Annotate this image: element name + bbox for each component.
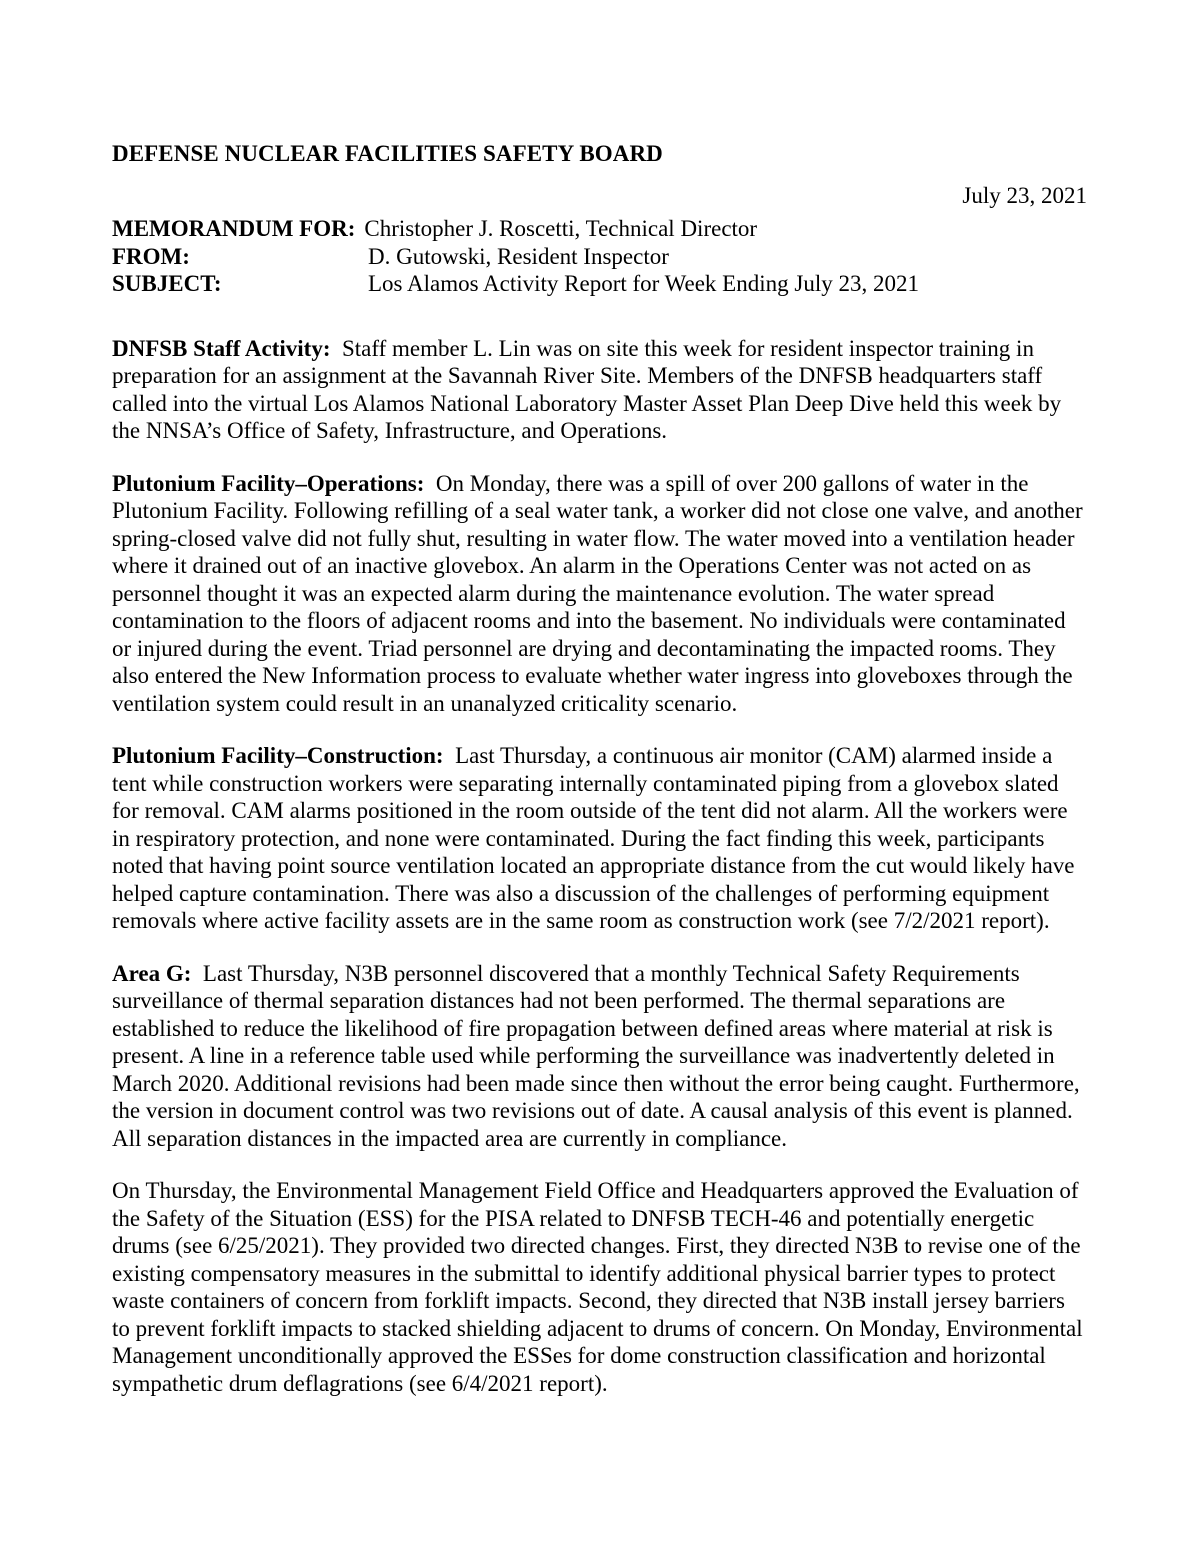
section-paragraph	[112, 1177, 1087, 1397]
memo-row-subject	[112, 270, 1087, 298]
heading-spacer	[191, 961, 203, 986]
heading-spacer	[424, 471, 436, 496]
document-content	[112, 140, 1087, 1397]
section-heading: DNFSB Staff Activity:	[112, 335, 331, 361]
section-paragraph	[112, 470, 1087, 718]
section-paragraph	[112, 960, 1087, 1153]
memo-row-memorandum-for	[112, 215, 1087, 243]
memo-row-from	[112, 243, 1087, 271]
section-body: On Monday, there was a spill of over 200 gallons of water in the Plutonium Facility. Following refilling of a seal water tank, a worker did not close one valve, and another spring-closed valve did not fully shut, resulting in water flow. The water moved into a ventilation header where it drained out of an inactive glovebox. An alarm in the Operations Center was not acted on as personnel thought it was an expected alarm during the maintenance evolution. The water spread contamination to the floors of adjacent rooms and into the basement. No individuals were contaminated or injured during the event. Triad personnel are drying and decontaminating the impacted rooms. They also entered the New Information process to evaluate whether water ingress into gloveboxes through the ventilation system could result in an unanalyzed criticality scenario.	[112, 470, 1083, 716]
section-body: Last Thursday, a continuous air monitor (CAM) alarmed inside a tent while construction workers were separating internally contaminated piping from a glovebox slated for removal. CAM alarms positioned in the room outside of the tent did not alarm. All the workers were in respiratory protection, and none were contaminated. During the fact finding this week, participants noted that having point source ventilation located an appropriate distance from the cut would likely have helped capture contamination. There was also a discussion of the challenges of performing equipment removals where active facility assets are in the same room as construction work (see 7/2/2021 report).	[112, 743, 1075, 933]
sections-container	[112, 335, 1087, 1398]
memorandum-for-value: Christopher J. Roscetti, Technical Director	[364, 216, 758, 241]
section-heading: Area G:	[112, 960, 192, 986]
organization-title: DEFENSE NUCLEAR FACILITIES SAFETY BOARD	[112, 141, 663, 166]
section-paragraph	[112, 742, 1087, 935]
section-heading: Plutonium Facility–Construction:	[112, 743, 444, 768]
heading-spacer	[444, 743, 456, 768]
section-body: Staff member L. Lin was on site this week for resident inspector training in preparation for an assignment at the Savannah River Site. Members of the DNFSB headquarters staff called into the virtual Los Alamos National Laboratory Master Asset Plan Deep Dive held this week by the NNSA’s Office of Safety, Infrastructure, and Operations.	[112, 335, 1062, 443]
memo-header-block	[112, 215, 1087, 298]
from-label: FROM:	[112, 243, 190, 269]
section-heading: Plutonium Facility–Operations:	[112, 470, 425, 496]
document-date: July 23, 2021	[962, 183, 1087, 208]
heading-spacer	[330, 336, 342, 361]
section-body: Last Thursday, N3B personnel discovered that a monthly Technical Safety Requirements surveillance of thermal separation distances had not been performed. The thermal separations are established to reduce the likelihood of fire propagation between defined areas where material at risk is present. A line in a reference table used while performing the surveillance was inadvertently deleted in March 2020. Additional revisions had been made since then without the error being caught. Furthermore, the version in document control was two revisions out of date. A causal analysis of this event is planned. All separation distances in the impacted area are currently in compliance.	[112, 960, 1080, 1151]
from-value: D. Gutowski, Resident Inspector	[368, 243, 669, 269]
subject-value: Los Alamos Activity Report for Week Ending July 23, 2021	[368, 271, 919, 296]
memorandum-for-label: MEMORANDUM FOR:	[112, 216, 356, 241]
subject-label: SUBJECT:	[112, 271, 222, 296]
section-paragraph	[112, 335, 1087, 445]
section-body: On Thursday, the Environmental Management Field Office and Headquarters approved the Evaluation of the Safety of the Situation (ESS) for the PISA related to DNFSB TECH-46 and potentially energetic drums (see 6/25/2021). They provided two directed changes. First, they directed N3B to revise one of the existing compensatory measures in the submittal to identify additional physical barrier types to protect waste containers of concern from forklift impacts. Second, they directed that N3B install jersey barriers to prevent forklift impacts to stacked shielding adjacent to drums of concern. On Monday, Environmental Management unconditionally approved the ESSes for dome construction classification and horizontal sympathetic drum deflagrations (see 6/4/2021 report).	[112, 1178, 1083, 1396]
